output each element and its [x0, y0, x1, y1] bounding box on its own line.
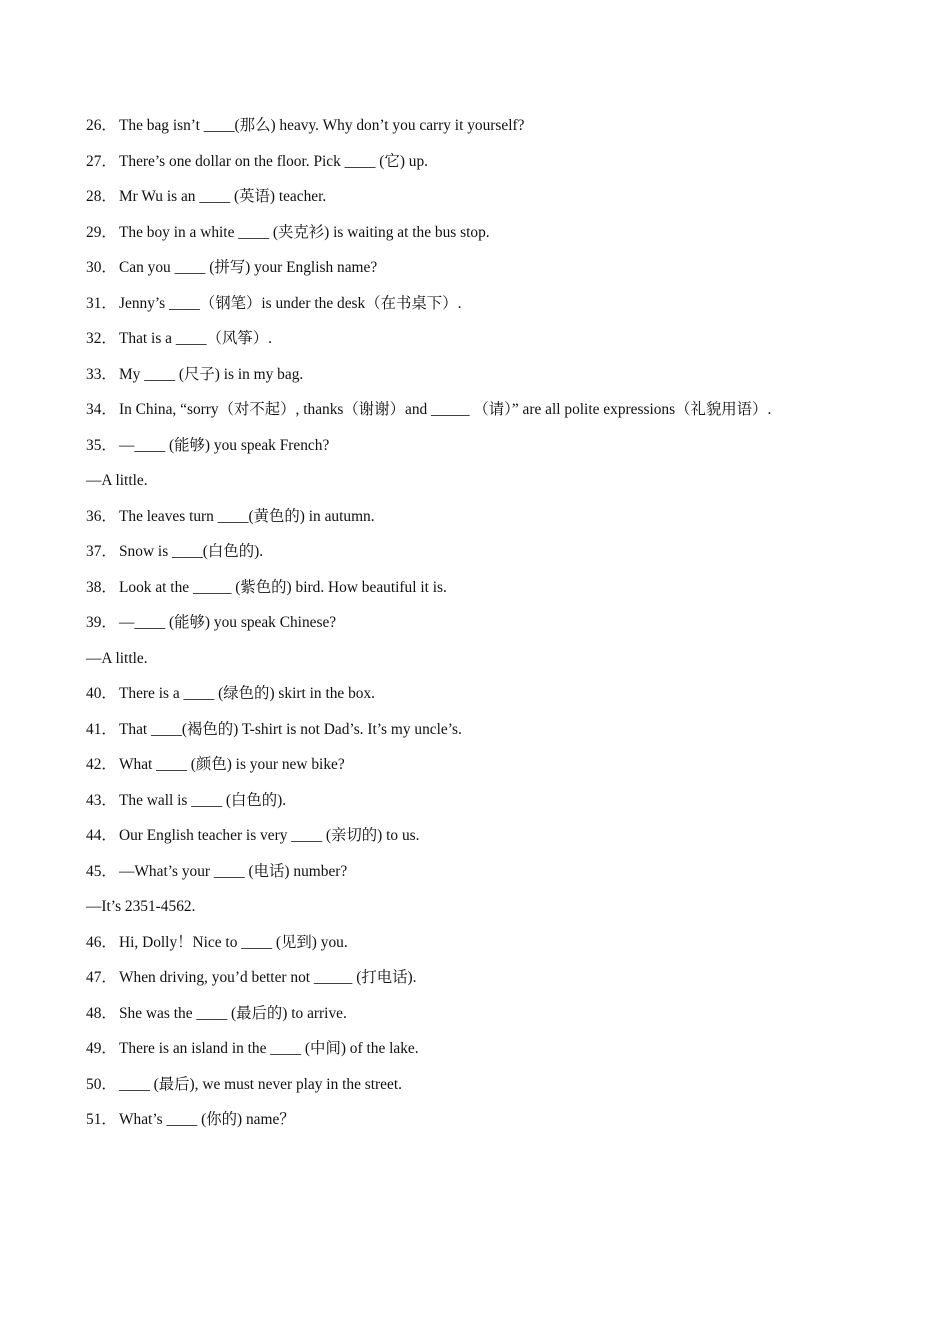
question-number: 50． — [86, 1075, 117, 1093]
question-text: There’s one dollar on the floor. Pick ____ (它) up. — [119, 152, 429, 170]
question-number: 39． — [86, 614, 117, 631]
question-text: —____ (能够) you speak Chinese? — [119, 614, 337, 631]
question-number: 35． — [86, 436, 117, 454]
question-49 — [86, 1037, 886, 1073]
question-text: The leaves turn ____(黄色的) in autumn. — [119, 507, 375, 525]
question-33 — [86, 363, 886, 399]
question-text: There is a ____ (绿色的) skirt in the box. — [119, 685, 376, 702]
question-number: 44． — [86, 827, 117, 844]
answer-text: —It’s 2351-4562. — [86, 898, 196, 915]
question-text: There is an island in the ____ (中间) of the lake. — [119, 1040, 419, 1057]
question-text: Hi, Dolly！Nice to ____ (见到) you. — [119, 933, 348, 951]
question-41 — [86, 718, 886, 754]
exercise-list — [86, 114, 886, 1144]
question-40 — [86, 682, 886, 718]
answer-text: —A little. — [86, 472, 148, 489]
question-text: That ____(褐色的) T-shirt is not Dad’s. It’s my uncle’s. — [119, 720, 462, 738]
question-30 — [86, 256, 886, 292]
question-number: 33． — [86, 365, 117, 383]
question-37 — [86, 540, 886, 576]
question-26 — [86, 114, 886, 150]
question-42 — [86, 753, 886, 789]
question-38 — [86, 576, 886, 612]
question-number: 43． — [86, 791, 117, 809]
answer-line — [86, 895, 886, 931]
question-number: 51． — [86, 1111, 117, 1128]
question-number: 34． — [86, 401, 117, 418]
question-number: 30． — [86, 259, 117, 276]
question-number: 49． — [86, 1040, 117, 1057]
question-28 — [86, 185, 886, 221]
question-text: She was the ____ (最后的) to arrive. — [119, 1004, 347, 1022]
question-text: My ____ (尺子) is in my bag. — [119, 365, 304, 383]
question-number: 45． — [86, 862, 117, 880]
question-number: 31． — [86, 294, 117, 312]
question-text: Our English teacher is very ____ (亲切的) to us. — [119, 827, 420, 844]
question-text: —What’s your ____ (电话) number? — [119, 862, 348, 880]
question-47 — [86, 966, 886, 1002]
question-text: The wall is ____ (白色的). — [119, 791, 287, 809]
question-27 — [86, 150, 886, 186]
question-36 — [86, 505, 886, 541]
question-number: 27． — [86, 152, 117, 170]
question-number: 26． — [86, 117, 117, 134]
answer-line — [86, 647, 886, 683]
question-text: Jenny’s ____（钢笔）is under the desk（在书桌下）. — [119, 294, 462, 312]
question-text: That is a ____（风筝）. — [119, 330, 273, 347]
question-text: The boy in a white ____ (夹克衫) is waiting at the bus stop. — [119, 223, 490, 241]
question-text: ____ (最后), we must never play in the street. — [119, 1075, 402, 1093]
question-50 — [86, 1073, 886, 1109]
question-text: What’s ____ (你的) name？ — [119, 1111, 295, 1128]
question-text: In China, “sorry（对不起）, thanks（谢谢）and _____ （请）” are all polite expressions（礼貌用语）. — [119, 401, 772, 418]
question-number: 37． — [86, 543, 117, 560]
question-text: —____ (能够) you speak French? — [119, 436, 330, 454]
question-46 — [86, 931, 886, 967]
question-32 — [86, 327, 886, 363]
question-text: What ____ (颜色) is your new bike? — [119, 756, 345, 773]
question-number: 36． — [86, 507, 117, 525]
question-text: When driving, you’d better not _____ (打电话). — [119, 969, 417, 986]
question-number: 40． — [86, 685, 117, 702]
question-text: Snow is ____(白色的). — [119, 543, 264, 560]
answer-text: —A little. — [86, 649, 148, 667]
question-48 — [86, 1002, 886, 1038]
question-44 — [86, 824, 886, 860]
question-31 — [86, 292, 886, 328]
question-number: 42． — [86, 756, 117, 773]
question-39 — [86, 611, 886, 647]
question-34 — [86, 398, 886, 434]
question-text: Can you ____ (拼写) your English name? — [119, 259, 378, 276]
question-number: 28． — [86, 188, 117, 205]
question-29 — [86, 221, 886, 257]
question-text: The bag isn’t ____(那么) heavy. Why don’t you carry it yourself? — [119, 117, 525, 134]
question-number: 29． — [86, 223, 117, 241]
question-number: 46． — [86, 933, 117, 951]
question-number: 41． — [86, 720, 117, 738]
question-43 — [86, 789, 886, 825]
question-number: 47． — [86, 969, 117, 986]
question-number: 32． — [86, 330, 117, 347]
question-45 — [86, 860, 886, 896]
question-35 — [86, 434, 886, 470]
question-51 — [86, 1108, 886, 1144]
question-number: 48． — [86, 1004, 117, 1022]
answer-line — [86, 469, 886, 505]
question-text: Mr Wu is an ____ (英语) teacher. — [119, 188, 327, 205]
question-number: 38． — [86, 578, 117, 596]
question-text: Look at the _____ (紫色的) bird. How beautiful it is. — [119, 578, 447, 596]
